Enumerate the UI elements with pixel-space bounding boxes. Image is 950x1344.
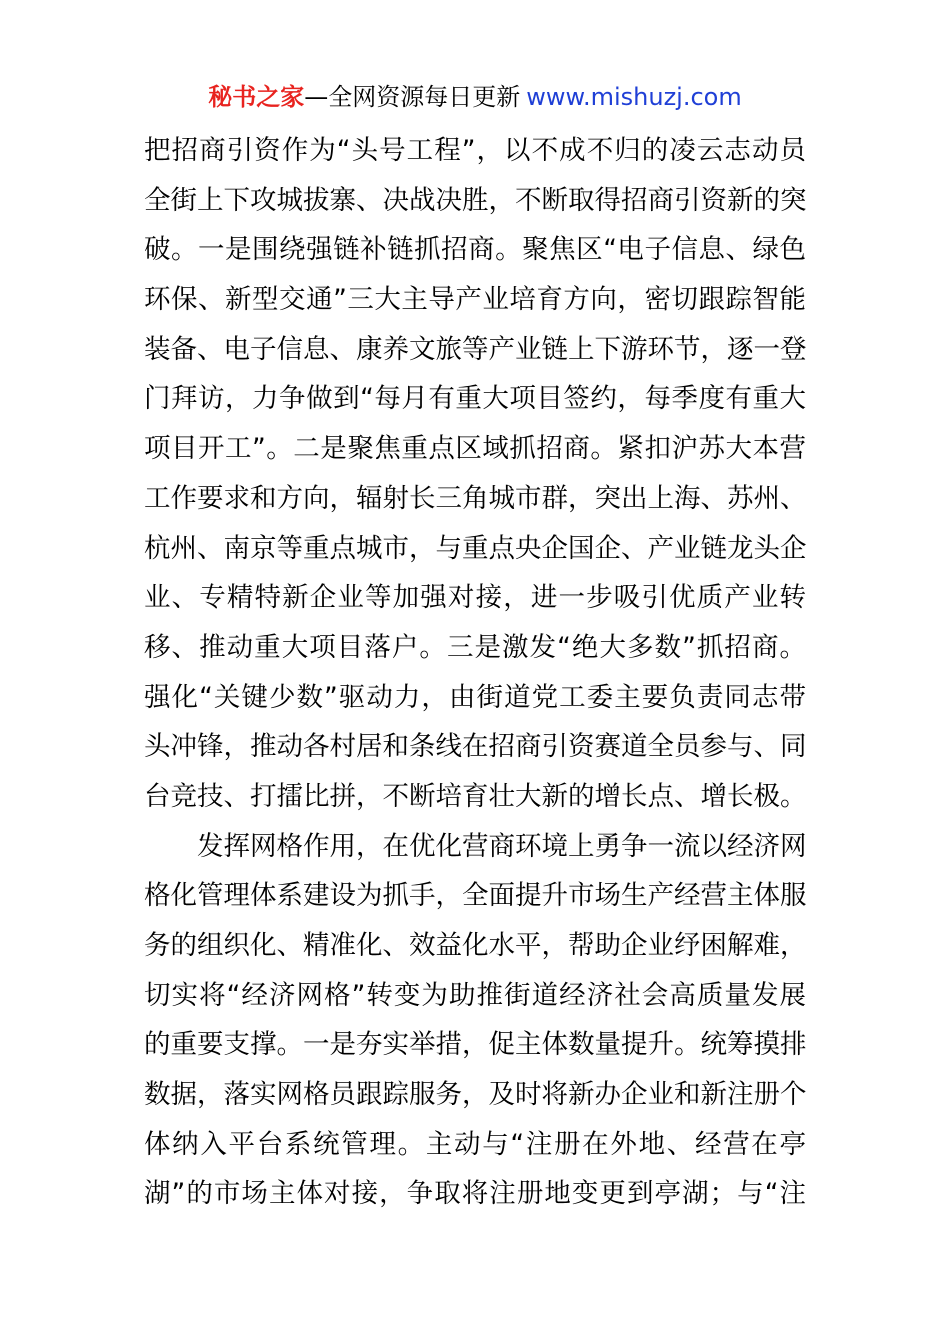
header-tagline: —全网资源每日更新 [304, 83, 521, 111]
text-line: 工作要求和方向，辐射长三角城市群，突出上海、苏州、 [144, 482, 807, 514]
page-header [0, 80, 950, 114]
document-body [144, 126, 806, 1219]
text-line: 头冲锋，推动各村居和条线在招商引资赛道全员参与、同 [144, 731, 807, 763]
text-line: 格化管理体系建设为抓手，全面提升市场生产经营主体服 [144, 880, 807, 912]
text-line: 湖”的市场主体对接，争取将注册地变更到亭湖；与“注 [144, 1178, 806, 1210]
text-line: 破。一是围绕强链补链抓招商。聚焦区“电子信息、绿色 [144, 234, 806, 266]
text-line: 装备、电子信息、康养文旅等产业链上下游环节，逐一登 [144, 333, 807, 365]
text-line: 切实将“经济网格”转变为助推街道经济社会高质量发展 [144, 979, 806, 1011]
text-line: 移、推动重大项目落户。三是激发“绝大多数”抓招商。 [144, 631, 806, 663]
text-line: 强化“关键少数”驱动力，由街道党工委主要负责同志带 [144, 681, 806, 713]
text-line: 全街上下攻城拔寨、决战决胜，不断取得招商引资新的突 [144, 184, 807, 216]
text-line: 数据，落实网格员跟踪服务，及时将新办企业和新注册个 [144, 1079, 807, 1111]
text-line: 门拜访，力争做到“每月有重大项目签约，每季度有重大 [144, 383, 806, 415]
text-line: 把招商引资作为“头号工程”，以不成不归的凌云志动员 [144, 135, 806, 166]
text-line: 务的组织化、精准化、效益化水平，帮助企业纾困解难， [144, 930, 807, 961]
text-line: 杭州、南京等重点城市，与重点央企国企、产业链龙头企 [144, 532, 807, 564]
text-line: 业、专精特新企业等加强对接，进一步吸引优质产业转 [144, 582, 806, 614]
site-url-link[interactable]: www.mishuzj.com [526, 83, 742, 111]
text-line: 的重要支撑。一是夯实举措，促主体数量提升。统筹摸排 [144, 1029, 807, 1061]
text-line: 环保、新型交通”三大主导产业培育方向，密切跟踪智能 [144, 284, 806, 316]
text-line: 体纳入平台系统管理。主动与“注册在外地、经营在亭 [144, 1128, 806, 1160]
brand-name: 秘书之家 [208, 83, 305, 111]
text-line: 台竞技、打擂比拼，不断培育壮大新的增长点、增长极。 [144, 780, 807, 812]
text-line: 发挥网格作用，在优化营商环境上勇争一流以经济网 [197, 830, 807, 862]
text-line: 项目开工”。二是聚焦重点区域抓招商。紧扣沪苏大本营 [144, 433, 806, 465]
